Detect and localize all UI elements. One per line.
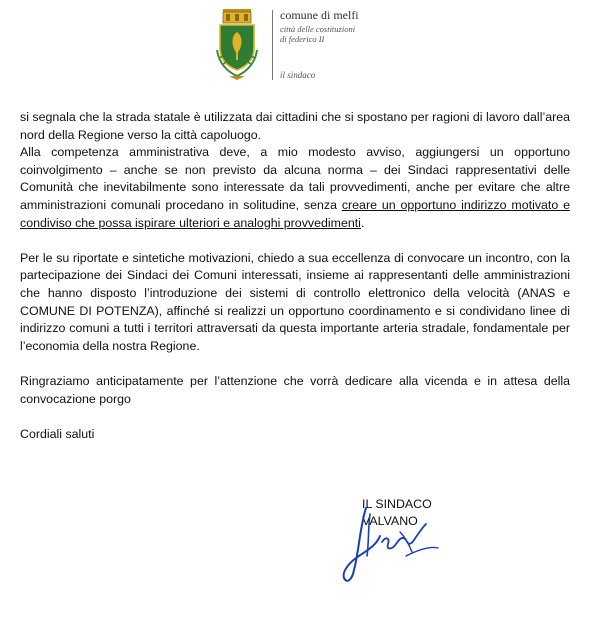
handwritten-signature-icon [340,506,460,586]
letterhead-divider [272,10,273,80]
letter-body [20,109,570,443]
paragraph-3: Ringraziamo anticipatamente per l’attenzione che vorrà dedicare alla vicenda e in attesa della convocazione porgo [20,373,570,406]
paragraph-1 [20,109,570,232]
motto-line-2: di federico II [280,34,325,44]
paragraph-1-sentence-1: si segnala che la strada statale è utilizzata dai cittadini che si spostano per ragioni di lavoro dall’area nord della Regione verso la città capoluogo. [20,110,570,142]
paragraph-1-sentence-2: Alla competenza amministrativa deve, a mio modesto avviso, aggiungersi un opportuno coinvolgimento – anche se non previsto da alcuna norma – dei Sindaci rappresentativi delle Comunità che inevitabilmente sono interessate da tali provvedimenti, [20,145,570,195]
paragraph-2-part-1: Per le su riportate e sintetiche motivazioni, chiedo a sua eccellenza di convocare un incontro, con la partecipazione dei Sindaci dei Comuni interessati, insieme ai rappresentanti delle amministrazioni che hanno disposto l’introduzione dei sistemi di controllo elettronico della velocità [20,250,570,300]
paragraph-2 [20,250,570,356]
signature-name: VALVANO [362,514,418,528]
municipality-name: comune di melfi [280,8,359,22]
letterhead-role: il sindaco [280,70,316,80]
signature-block [340,496,460,586]
signature-title: IL SINDACO [362,497,432,511]
paragraph-1-end: . [360,215,365,230]
paragraph-2-part-2: , affinché si realizzi un opportuno coordinamento e si condividano linee di indirizzo comuni a tutti i territori attraversati da questa importante arteria stradale, fondamentale per l’economia della nostra Regione. [20,303,570,353]
closing-greeting: Cordiali saluti [20,426,95,441]
letterhead-text [280,8,420,44]
underlined-phrase: creare un opportuno indirizzo motivato e condiviso che possa ispirare ulteriori e analoghi provvedimenti [20,197,570,230]
paragraph-1-sentence-3: anche per evitare che altre amministrazioni comunali procedano in solitudine, senza [20,180,570,212]
letterhead [214,6,414,86]
paragraph-2-bodies: (ANAS e COMUNE DI POTENZA) [20,285,570,318]
municipal-crest-icon [214,6,260,82]
motto-line-1: città delle costituzioni [280,24,356,34]
